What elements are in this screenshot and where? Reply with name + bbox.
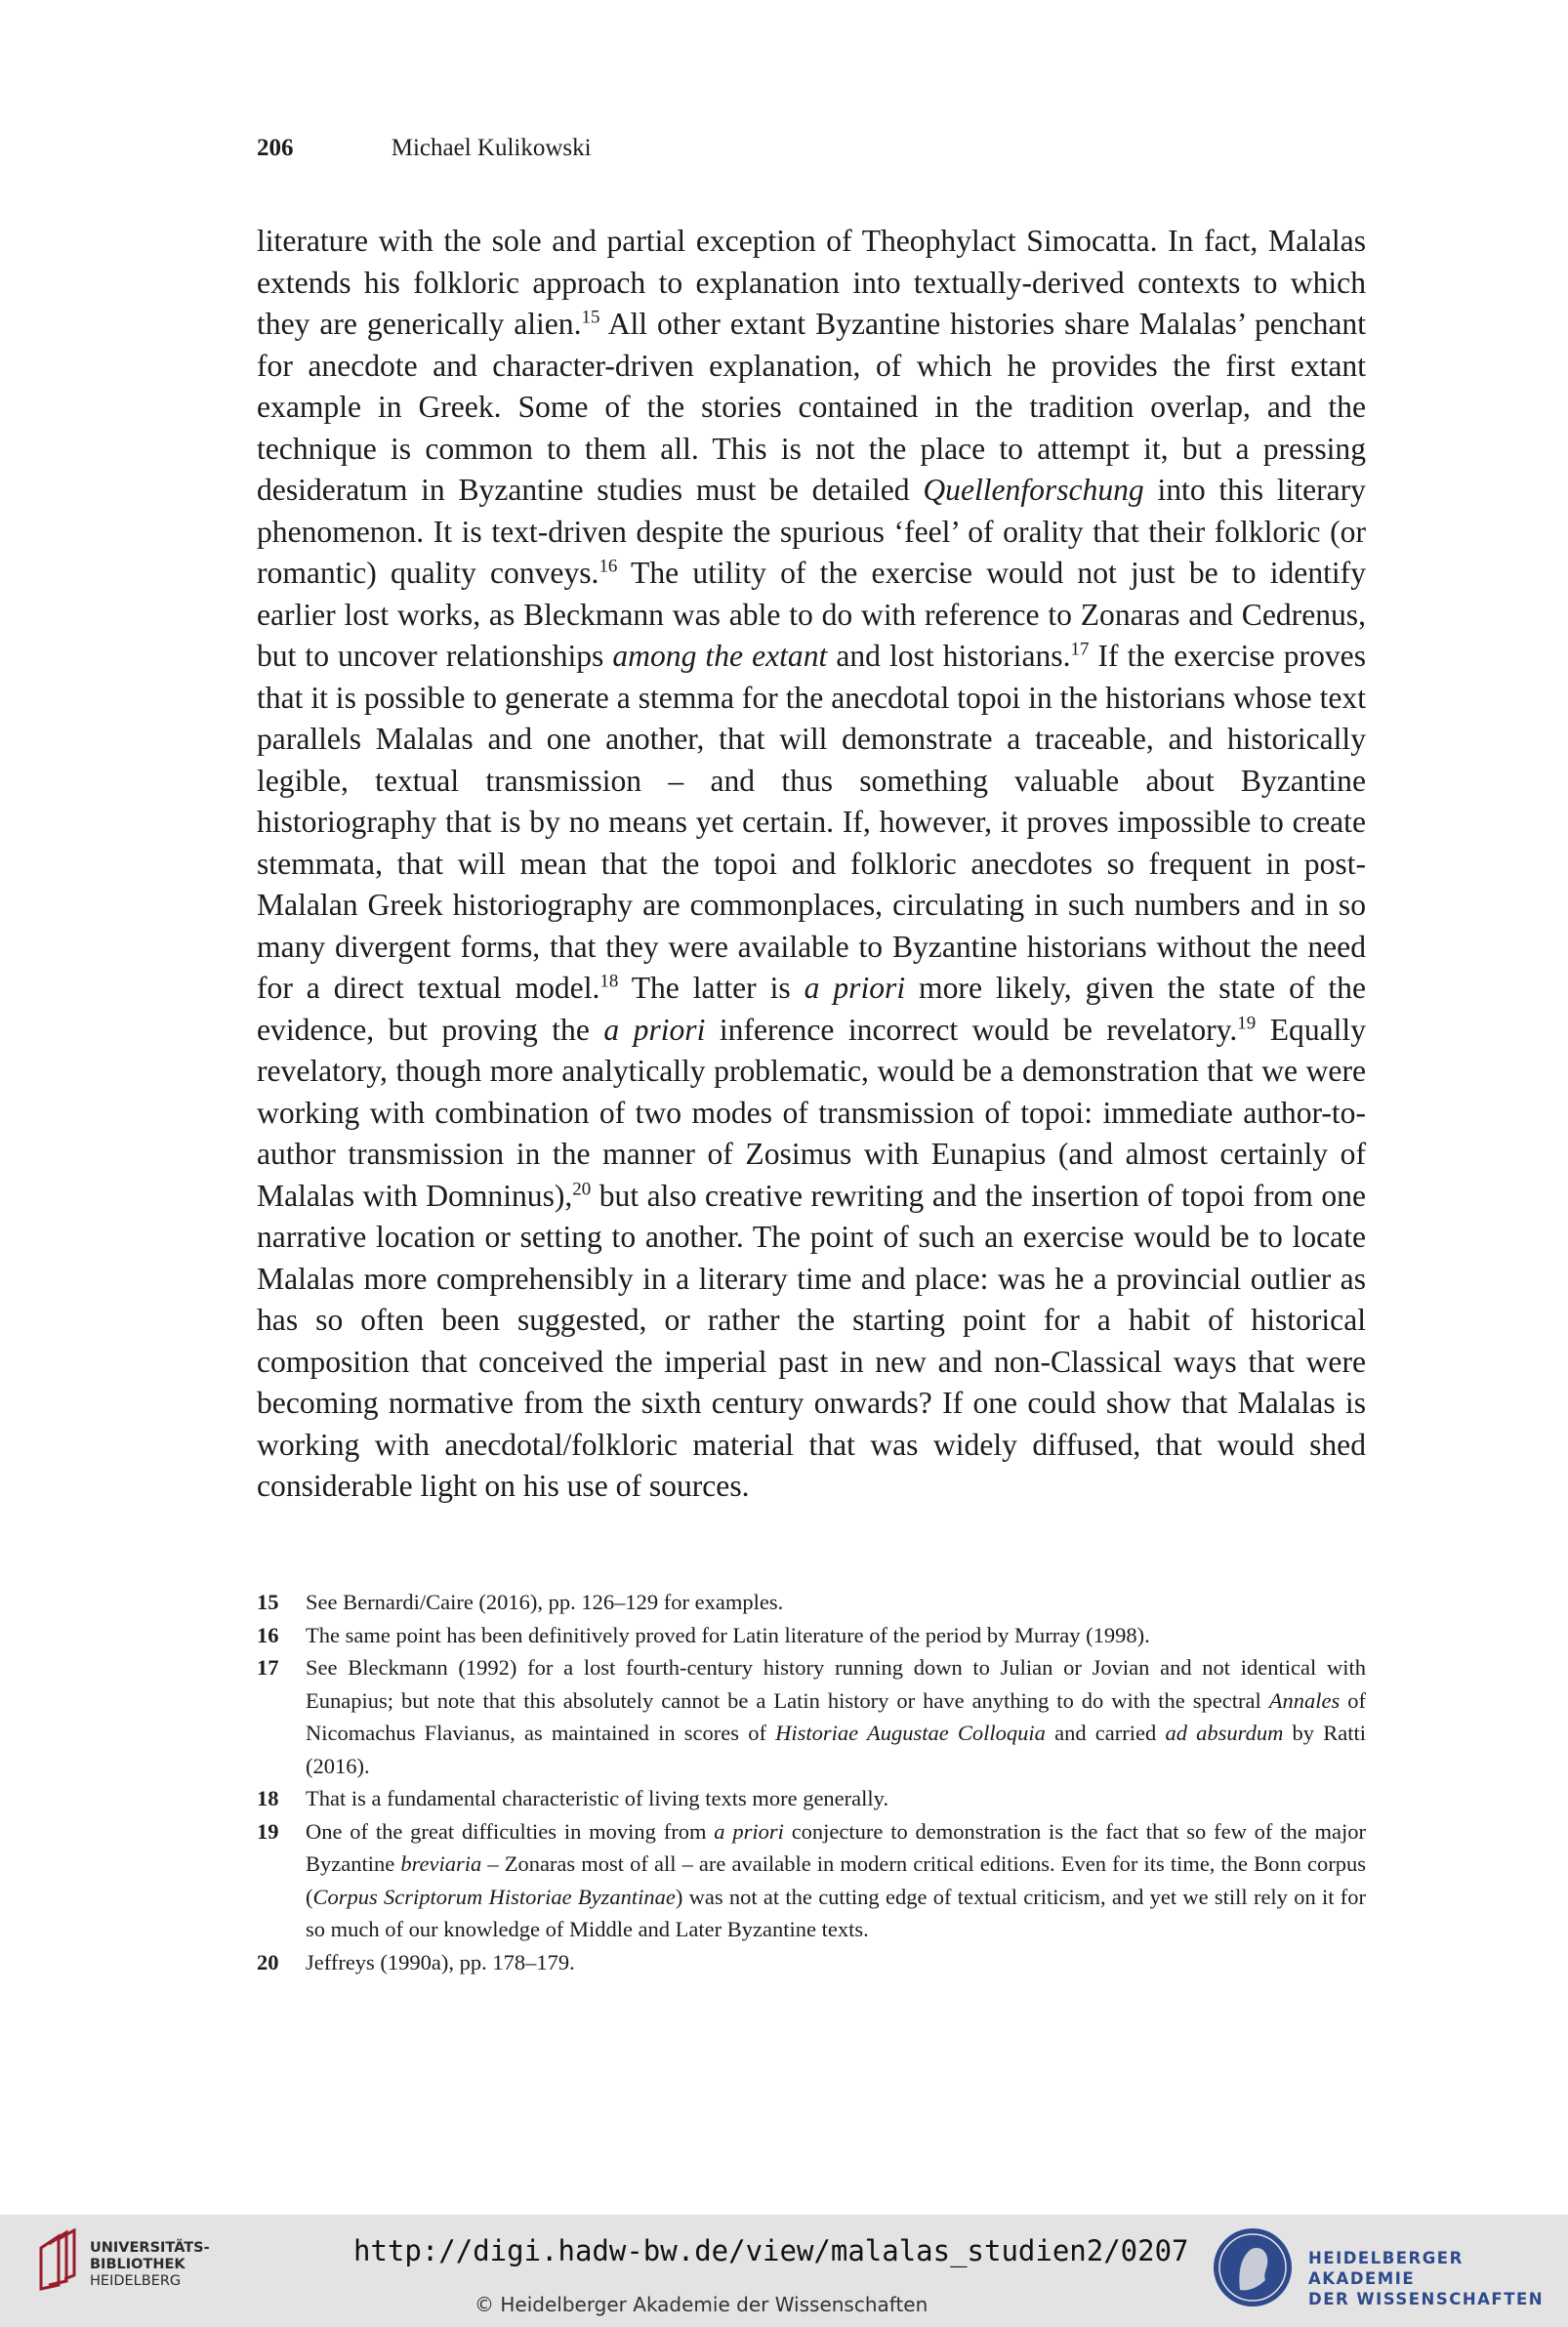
italic-term: among the extant bbox=[612, 639, 828, 673]
library-name-line: UNIVERSITÄTS- bbox=[90, 2240, 210, 2256]
footnote-text bbox=[306, 1651, 1366, 1782]
main-paragraph bbox=[257, 221, 1366, 1508]
text-run: All other extant Byzantine histories share Malalas’ penchant for anecdote and character-driven explanation, of which he provides the first extant example in Greek. Some of the stories contained in the tradition overlap, and the technique is common to them all. This is not the place to attempt it, but a pressing desideratum in Byzantine studies must be detailed bbox=[257, 307, 1367, 507]
footnote-number: 18 bbox=[257, 1786, 279, 1810]
italic-term: Annales bbox=[1268, 1687, 1341, 1713]
text-run: of Nicomachus Flavianus, as maintained in scores of bbox=[306, 1687, 1367, 1745]
text-run: but also creative rewriting and the insertion of topoi from one narrative location or setting to another. The point of such an exercise would be to locate Malalas more comprehensibly in a literary time and place: was he a provincial outlier as has so often been suggested, or rather the starting point for a habit of historical composition that conceived the imperial past in new and non-Classical ways that were becoming normative from the sixth century onwards? If one could show that Malalas is working with anecdotal/folkloric material that was widely diffused, that would shed considerable light on his use of sources. bbox=[257, 1178, 1366, 1503]
running-head-author: Michael Kulikowski bbox=[391, 135, 592, 161]
footnote-ref-19[interactable]: 19 bbox=[1237, 1012, 1257, 1033]
footnote-number: 17 bbox=[257, 1655, 279, 1680]
footnote-19 bbox=[257, 1815, 1366, 1946]
text-run: One of the great difficulties in moving from bbox=[306, 1818, 715, 1844]
academy-name-line: DER WISSENSCHAFTEN bbox=[1308, 2290, 1545, 2308]
footnote-15 bbox=[257, 1586, 1366, 1619]
italic-term: Corpus Scriptorum Historiae Byzantinae bbox=[312, 1884, 676, 1909]
text-run: and lost historians. bbox=[827, 639, 1071, 673]
academy-name bbox=[1308, 2248, 1568, 2309]
text-run: ) was not at the cutting edge of textual criticism, and yet we still rely on it for so much of our knowledge of Middle and Later Byzantine texts. bbox=[306, 1884, 1367, 1941]
footnote-20 bbox=[257, 1946, 1366, 1979]
footnote-number: 16 bbox=[257, 1622, 279, 1647]
footnote-number: 15 bbox=[257, 1590, 279, 1614]
page-number: 206 bbox=[257, 135, 294, 161]
footnote-ref-20[interactable]: 20 bbox=[572, 1178, 592, 1199]
footnote-text: Jeffreys (1990a), pp. 178–179. bbox=[306, 1949, 575, 1974]
text-run: If the exercise proves that it is possible to generate a stemma for the anecdotal topoi in the historians whose text parallels Malalas and one another, that will demonstrate a traceable, and historically legible, textual transmission – and thus something valuable about Byzantine historiography that is by no means yet certain. If, however, it proves impossible to create stemmata, that will mean that the topoi and folkloric anecdotes so frequent in post-Malalan Greek historiography are commonplaces, circulating in such numbers and in so many divergent forms, that they were available to Byzantine historians without the need for a direct textual model. bbox=[257, 639, 1366, 1005]
footnote-16 bbox=[257, 1619, 1366, 1652]
footnotes bbox=[257, 1586, 1366, 1978]
footnote-number: 20 bbox=[257, 1949, 279, 1974]
text-run: and carried bbox=[1045, 1721, 1166, 1745]
text-run: The utility of the exercise would not just be to identify earlier lost works, as Bleckmann was able to do with reference to Zonaras and Cedrenus, but to uncover relationships bbox=[257, 556, 1366, 673]
footnote-text: That is a fundamental characteristic of living texts more generally. bbox=[306, 1786, 889, 1810]
text-run: conjecture to demonstration is the fact that so few of the major Byzantine bbox=[306, 1818, 1366, 1876]
academy-name-line: HEIDELBERGER AKADEMIE bbox=[1308, 2249, 1464, 2288]
text-run: The latter is bbox=[618, 971, 805, 1005]
footnote-ref-18[interactable]: 18 bbox=[599, 971, 619, 992]
text-run: more likely, given the state of the evidence, but proving the bbox=[257, 971, 1366, 1047]
copyright-notice: © Heidelberger Akademie der Wissenschaften bbox=[475, 2293, 928, 2316]
text-run: inference incorrect would be revelatory. bbox=[705, 1012, 1238, 1047]
text-run: into this literary phenomenon. It is text-driven despite the spurious ‘feel’ of orality that their folkloric (or romantic) quality conveys. bbox=[257, 473, 1366, 590]
library-name-line: BIBLIOTHEK bbox=[90, 2257, 186, 2272]
footnote-ref-17[interactable]: 17 bbox=[1070, 639, 1090, 660]
text-run: literature with the sole and partial exception of Theophylact Simocatta. In fact, Malalas extends his folkloric approach to explanation into textually-derived contexts to which they are generically alien. bbox=[257, 224, 1366, 341]
footnote-text bbox=[306, 1815, 1366, 1946]
italic-term: a priori bbox=[804, 971, 906, 1005]
italic-term: a priori bbox=[714, 1818, 784, 1844]
italic-term: breviaria bbox=[400, 1851, 482, 1876]
footnote-text: The same point has been definitively proved for Latin literature of the period by Murray (1998). bbox=[306, 1622, 1150, 1647]
viewer-footer-bar bbox=[0, 2215, 1568, 2327]
university-library-name bbox=[90, 2240, 210, 2290]
text-run: by Ratti (2016). bbox=[306, 1721, 1367, 1778]
text-run: Equally revelatory, though more analytically problematic, would be a demonstration that we were working with combination of two modes of transmission of topoi: immediate author-to-author transmission in the manner of Zosimus with Eunapius (and almost certainly of Malalas with Domninus), bbox=[257, 1012, 1367, 1213]
academy-seal-icon bbox=[1211, 2225, 1295, 2309]
footnote-17 bbox=[257, 1651, 1366, 1782]
footnote-18 bbox=[257, 1782, 1366, 1815]
footnote-ref-16[interactable]: 16 bbox=[598, 556, 618, 577]
text-run: See Bleckmann (1992) for a lost fourth-century history running down to Julian or Jovian and not identical with Eunapius; but note that this absolutely cannot be a Latin history or have anything to do with the spectral bbox=[306, 1655, 1366, 1713]
university-library-logo-icon bbox=[35, 2228, 84, 2293]
italic-term: Quellenforschung bbox=[923, 473, 1144, 507]
italic-term: a priori bbox=[603, 1012, 706, 1047]
footnote-number: 19 bbox=[257, 1818, 279, 1844]
italic-term: ad absurdum bbox=[1165, 1721, 1284, 1745]
running-header bbox=[257, 133, 592, 164]
text-run: – Zonaras most of all – are available in modern critical editions. Even for its time, the Bonn corpus ( bbox=[306, 1851, 1366, 1909]
italic-term: Historiae Augustae Colloquia bbox=[775, 1721, 1046, 1745]
footnote-text: See Bernardi/Caire (2016), pp. 126–129 for examples. bbox=[306, 1590, 784, 1614]
footnote-ref-15[interactable]: 15 bbox=[581, 307, 600, 328]
permalink-url[interactable]: http://digi.hadw-bw.de/view/malalas_studien2/0207 bbox=[353, 2234, 1189, 2267]
library-name-line: HEIDELBERG bbox=[90, 2273, 182, 2289]
